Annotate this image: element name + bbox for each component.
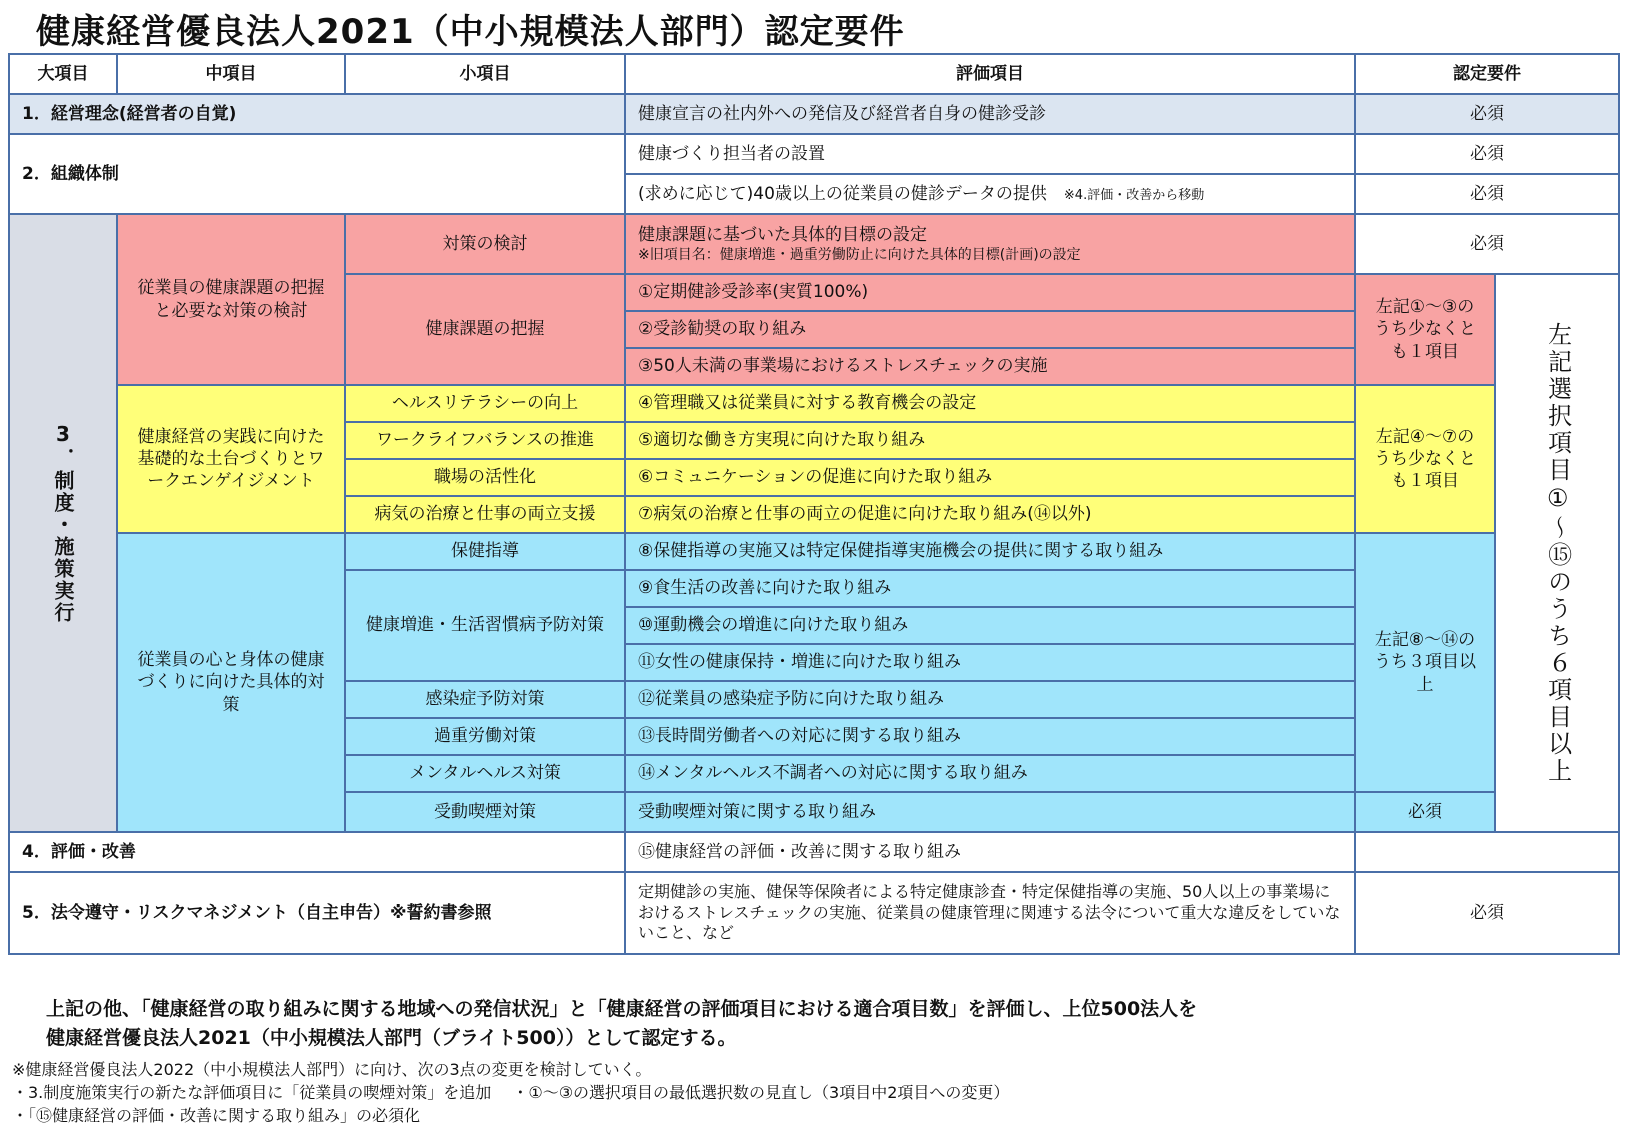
- mid-item-c: 従業員の心と身体の健康づくりに向けた具体的対策: [117, 533, 345, 832]
- category-2: 2．組織体制: [9, 134, 625, 214]
- eval-item-note: ※旧項目名：健康増進・過重労働防止に向けた具体的目標(計画)の設定: [638, 246, 1081, 263]
- eval-item-text: (求めに応じて)40歳以上の従業員の健診データの提供: [638, 183, 1047, 204]
- eval-item: ⑦病気の治療と仕事の両立の促進に向けた取り組み(⑭以外): [625, 496, 1355, 533]
- minor-item: メンタルヘルス対策: [345, 755, 625, 792]
- eval-item: ⑬長時間労働者への対応に関する取り組み: [625, 718, 1355, 755]
- footnote-3: ・「⑮健康経営の評価・改善に関する取り組み」の必須化: [12, 1106, 421, 1126]
- eval-item-note: ※4.評価・改善から移動: [1063, 187, 1205, 203]
- footer-statement: [46, 995, 1197, 1052]
- minor-item: 感染症予防対策: [345, 681, 625, 718]
- eval-item: ⑮健康経営の評価・改善に関する取り組み: [625, 832, 1355, 872]
- header-middle: 中項目: [117, 54, 345, 94]
- footer-line-2: 健康経営優良法人2021（中小規模法人部門（ブライト500））として認定する。: [46, 1026, 737, 1049]
- eval-item: ⑤適切な働き方実現に向けた取り組み: [625, 422, 1355, 459]
- eval-item: ⑭メンタルヘルス不調者への対応に関する取り組み: [625, 755, 1355, 792]
- eval-item: 健康宣言の社内外への発信及び経営者自身の健診受診: [625, 94, 1355, 134]
- eval-item: 健康づくり担当者の設置: [625, 134, 1355, 174]
- header-major: 大項目: [9, 54, 117, 94]
- requirement-cell: 必須: [1355, 872, 1619, 954]
- requirement-cell: 左記④～⑦のうち少なくとも１項目: [1355, 385, 1495, 533]
- requirement-cell: 必須: [1355, 94, 1619, 134]
- header-evaluation: 評価項目: [625, 54, 1355, 94]
- requirement-cell: [1355, 832, 1619, 872]
- minor-item: 受動喫煙対策: [345, 792, 625, 832]
- minor-item: ワークライフバランスの推進: [345, 422, 625, 459]
- eval-item: ④管理職又は従業員に対する教育機会の設定: [625, 385, 1355, 422]
- eval-item: 受動喫煙対策に関する取り組み: [625, 792, 1355, 832]
- eval-item: ⑩運動機会の増進に向けた取り組み: [625, 607, 1355, 644]
- category-5: 5．法令遵守・リスクマネジメント（自主申告）※誓約書参照: [9, 872, 625, 954]
- requirement-cell: 必須: [1355, 134, 1619, 174]
- minor-item: 病気の治療と仕事の両立支援: [345, 496, 625, 533]
- eval-item: ⑪女性の健康保持・増進に向けた取り組み: [625, 644, 1355, 681]
- page-title: 健康経営優良法人2021（中小規模法人部門）認定要件: [36, 12, 905, 52]
- eval-item: [625, 174, 1355, 214]
- minor-item: ヘルスリテラシーの向上: [345, 385, 625, 422]
- category-3-label: 3．制度・施策実行: [51, 422, 75, 624]
- requirement-cell: 必須: [1355, 214, 1619, 274]
- category-3: [9, 214, 117, 832]
- eval-item: ⑨食生活の改善に向けた取り組み: [625, 570, 1355, 607]
- overall-requirement-label: 左記選択項目①～⑮のうち６項目以上: [1543, 321, 1572, 785]
- header-requirement: 認定要件: [1355, 54, 1619, 94]
- footnotes: [12, 1058, 1009, 1128]
- eval-item: ①定期健診受診率(実質100%): [625, 274, 1355, 311]
- minor-item: 保健指導: [345, 533, 625, 570]
- minor-item: 職場の活性化: [345, 459, 625, 496]
- eval-item: 定期健診の実施、健保等保険者による特定健康診査・特定保健指導の実施、50人以上の事業場におけるストレスチェックの実施、従業員の健康管理に関連する法令について重大な違反をしていないこと、など: [625, 872, 1355, 954]
- eval-item: ②受診勧奨の取り組み: [625, 311, 1355, 348]
- requirement-cell: 左記①～③のうち少なくとも１項目: [1355, 274, 1495, 385]
- eval-item: ⑧保健指導の実施又は特定保健指導実施機会の提供に関する取り組み: [625, 533, 1355, 570]
- requirement-cell: 必須: [1355, 174, 1619, 214]
- eval-item: ⑫従業員の感染症予防に向けた取り組み: [625, 681, 1355, 718]
- mid-item-a: 従業員の健康課題の把握と必要な対策の検討: [117, 214, 345, 385]
- footnote-2: ・3.制度施策実行の新たな評価項目に「従業員の喫煙対策」を追加 ・①～③の選択項目の最低選択数の見直し（3項目中2項目への変更）: [12, 1083, 1010, 1103]
- mid-item-b: 健康経営の実践に向けた基礎的な土台づくりとワークエンゲイジメント: [117, 385, 345, 533]
- overall-requirement: [1495, 274, 1619, 832]
- eval-item: ⑥コミュニケーションの促進に向けた取り組み: [625, 459, 1355, 496]
- minor-item: 健康増進・生活習慣病予防対策: [345, 570, 625, 681]
- requirements-table: [8, 53, 1620, 955]
- minor-item: 対策の検討: [345, 214, 625, 274]
- eval-item: ③50人未満の事業場におけるストレスチェックの実施: [625, 348, 1355, 385]
- requirement-cell: 必須: [1355, 792, 1495, 832]
- footnote-1: ※健康経営優良法人2022（中小規模法人部門）に向け、次の3点の変更を検討していく。: [12, 1060, 652, 1079]
- eval-item: [625, 214, 1355, 274]
- header-minor: 小項目: [345, 54, 625, 94]
- minor-item: 健康課題の把握: [345, 274, 625, 385]
- minor-item: 過重労働対策: [345, 718, 625, 755]
- eval-item-text: 健康課題に基づいた具体的目標の設定: [638, 224, 927, 245]
- category-4: 4．評価・改善: [9, 832, 625, 872]
- category-1: 1．経営理念(経営者の自覚): [9, 94, 625, 134]
- requirement-cell: 左記⑧～⑭のうち３項目以上: [1355, 533, 1495, 792]
- footer-line-1: 上記の他、「健康経営の取り組みに関する地域への発信状況」と「健康経営の評価項目における適合項目数」を評価し、上位500法人を: [46, 998, 1198, 1020]
